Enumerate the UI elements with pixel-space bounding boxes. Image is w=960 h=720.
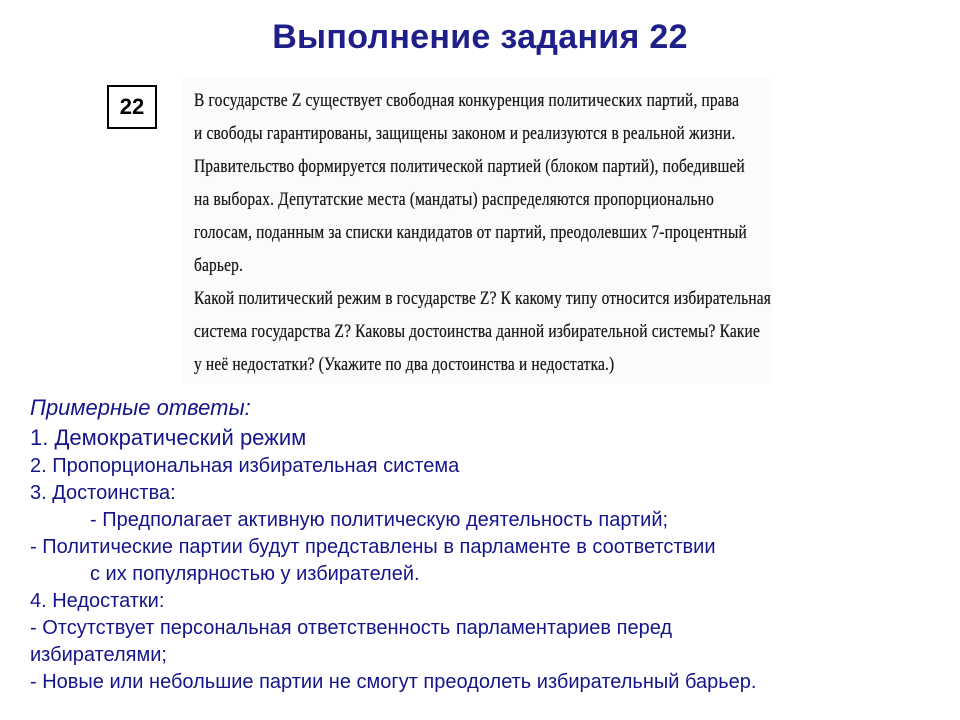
answer-item-advantages: 3. Достоинства: [30,482,176,504]
answers-heading: Примерные ответы: [30,395,251,420]
advantage-item-continuation: с их популярностью у избирателей. [90,563,420,585]
task-text-line: и свободы гарантированы, защищены законом и реализуются в реальной жизни. [194,123,736,144]
disadvantage-item: - Новые или небольшие партии не смогут преодолеть избирательный барьер. [30,671,757,693]
task-text-line: барьер. [194,255,244,276]
disadvantage-item: - Отсутствует персональная ответственность парламентариев перед [30,617,673,639]
answer-item-regime: 1. Демократический режим [30,425,307,450]
task-text-line: у неё недостатки? (Укажите по два достоинства и недостатка.) [194,354,615,375]
task-text-line: Какой политический режим в государстве Z? К какому типу относится избирательная [194,288,772,309]
task-text-line: на выборах. Депутатские места (мандаты) распределяются пропорционально [194,189,714,210]
task-number-box: 22 [107,85,157,129]
advantage-item: - Политические партии будут представлены в парламенте в соответствии [30,536,716,558]
task-text-line: голосам, поданным за списки кандидатов от партий, преодолевших 7-процентный [194,222,747,243]
answer-item-disadvantages: 4. Недостатки: [30,590,165,612]
advantage-item: - Предполагает активную политическую деятельность партий; [90,509,669,531]
slide-title: Выполнение задания 22 [272,18,688,56]
answer-item-electoral-system: 2. Пропорциональная избирательная система [30,455,460,477]
task-text-image [182,78,772,384]
disadvantage-item-continuation: избирателями; [30,644,167,666]
task-text-line: система государства Z? Каковы достоинства данной избирательной системы? Какие [194,321,760,342]
sample-answers [30,393,950,696]
task-text-line: В государстве Z существует свободная конкуренция политических партий, права [194,90,740,111]
task-text-line: Правительство формируется политической партией (блоком партий), победившей [194,156,745,177]
